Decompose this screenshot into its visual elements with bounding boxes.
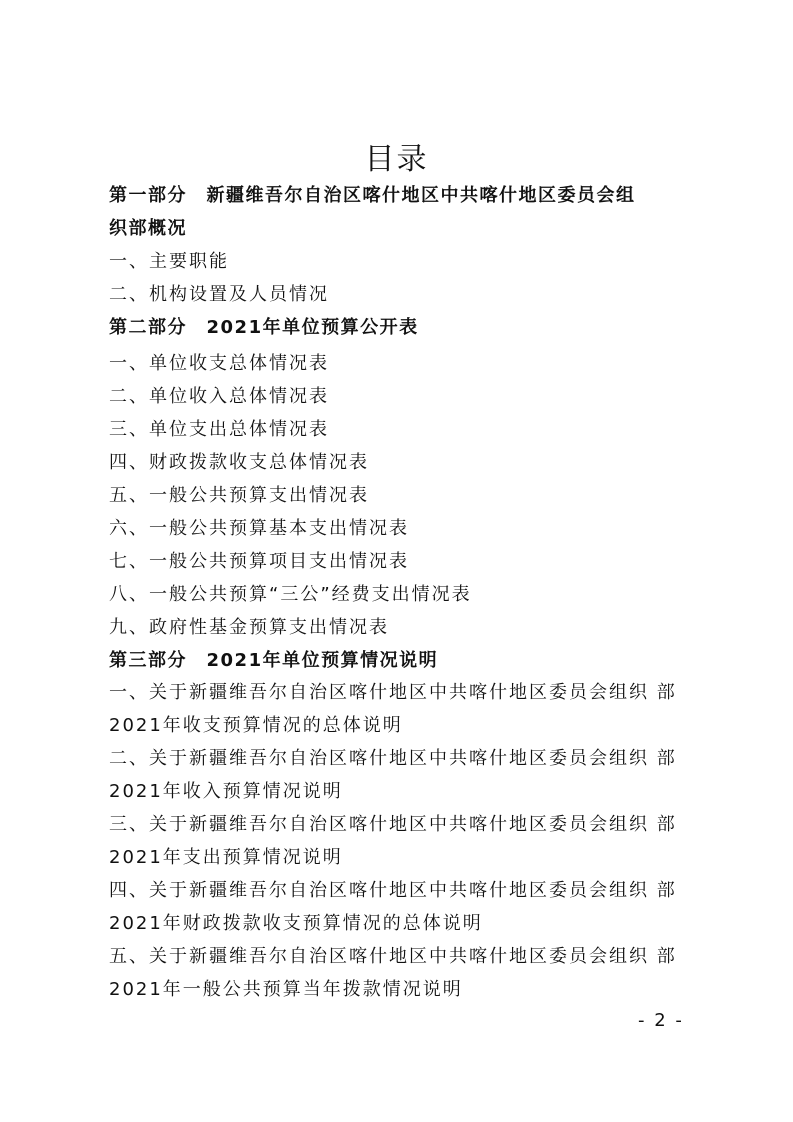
page-title: 目录 [364,142,429,177]
toc-item: 一、主要职能 [109,251,229,272]
toc-item: 三、单位支出总体情况表 [109,419,329,440]
toc-item: 二、机构设置及人员情况 [109,284,329,305]
toc-item-continuation: 2021年收入预算情况说明 [109,781,343,802]
toc-item: 二、关于新疆维吾尔自治区喀什地区中共喀什地区委员会组织 部 [109,748,677,769]
toc-item: 一、关于新疆维吾尔自治区喀什地区中共喀什地区委员会组织 部 [109,682,677,703]
page-number: - 2 - [638,1010,684,1031]
toc-item: 二、单位收入总体情况表 [109,386,329,407]
part1-heading-line1: 第一部分 新疆维吾尔自治区喀什地区中共喀什地区委员会组 [109,185,636,206]
toc-item: 五、一般公共预算支出情况表 [109,485,369,506]
part1-heading-line2: 织部概况 [109,218,187,239]
toc-item-continuation: 2021年收支预算情况的总体说明 [109,715,403,736]
toc-item: 七、一般公共预算项目支出情况表 [109,551,409,572]
toc-item: 九、政府性基金预算支出情况表 [109,617,389,638]
toc-item-continuation: 2021年一般公共预算当年拨款情况说明 [109,979,463,1000]
toc-item-continuation: 2021年财政拨款收支预算情况的总体说明 [109,913,483,934]
toc-item: 五、关于新疆维吾尔自治区喀什地区中共喀什地区委员会组织 部 [109,946,677,967]
toc-item: 一、单位收支总体情况表 [109,353,329,374]
part3-heading: 第三部分 2021年单位预算情况说明 [109,650,439,671]
toc-item-continuation: 2021年支出预算情况说明 [109,847,343,868]
toc-item: 八、一般公共预算“三公”经费支出情况表 [109,584,472,605]
toc-item: 四、关于新疆维吾尔自治区喀什地区中共喀什地区委员会组织 部 [109,880,677,901]
part2-heading: 第二部分 2021年单位预算公开表 [109,317,419,338]
toc-item: 四、财政拨款收支总体情况表 [109,452,369,473]
toc-item: 六、一般公共预算基本支出情况表 [109,518,409,539]
toc-item: 三、关于新疆维吾尔自治区喀什地区中共喀什地区委员会组织 部 [109,814,677,835]
